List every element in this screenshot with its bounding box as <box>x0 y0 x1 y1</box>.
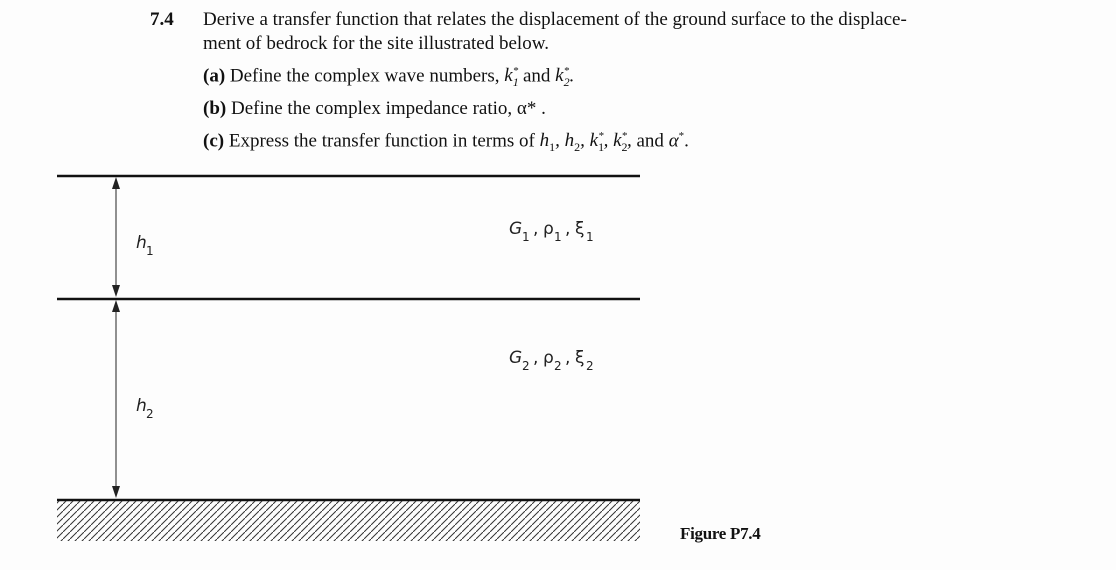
figure-caption: Figure P7.4 <box>680 524 761 543</box>
svg-text:G: G <box>509 348 523 368</box>
part-a-end: . <box>569 65 574 87</box>
part-a-label: (a) <box>203 65 226 87</box>
svg-text:ρ: ρ <box>543 219 554 239</box>
h2-label <box>136 396 154 421</box>
svg-text:G: G <box>509 219 523 239</box>
svg-text:2: 2 <box>554 359 562 373</box>
svg-text:2: 2 <box>522 359 530 373</box>
k1-star: $k_1^*$ <box>504 65 519 90</box>
svg-text:1: 1 <box>522 230 530 244</box>
part-a: (a) Define the complex wave numbers, $k_1^*$ and $k_2^*$. <box>203 65 574 90</box>
svg-text:,: , <box>533 348 539 368</box>
svg-text:ξ: ξ <box>575 348 585 368</box>
svg-text:1: 1 <box>554 230 562 244</box>
svg-text:,: , <box>565 348 571 368</box>
h1-label <box>136 233 154 258</box>
svg-text:1: 1 <box>146 244 154 258</box>
h2-dimension-arrow <box>112 300 120 498</box>
svg-text:ρ: ρ <box>543 348 554 368</box>
part-c-vars: $h_1$, $h_2$, $k_1^*$, $k_2^*$, <box>539 130 632 155</box>
svg-text:ξ: ξ <box>575 219 585 239</box>
svg-text:2: 2 <box>146 407 154 421</box>
part-c-text: Express the transfer function in terms of <box>228 130 535 152</box>
layer1-properties <box>509 219 594 244</box>
svg-text:1: 1 <box>586 230 594 244</box>
layer2-properties <box>509 348 594 373</box>
svg-text:2: 2 <box>586 359 594 373</box>
part-c-label: (c) <box>203 130 225 152</box>
problem-number: 7.4 <box>150 9 174 30</box>
svg-text:,: , <box>533 219 539 239</box>
statement-line-1: Derive a transfer function that relates the displacement of the ground surface to the displace- <box>203 9 907 30</box>
part-b-label: (b) <box>203 98 227 120</box>
part-c: (c) Express the transfer function in terms of $h_1$, $h_2$, $k_1^*$, $k_2^*$, and α*. <box>203 130 689 155</box>
bedrock-hatching <box>57 501 640 541</box>
svg-text:,: , <box>565 219 571 239</box>
svg-text:h: h <box>136 396 147 416</box>
part-a-text: Define the complex wave numbers, <box>229 65 500 87</box>
svg-text:h: h <box>136 233 147 253</box>
part-b-text: Define the complex impedance ratio, α* . <box>230 98 546 120</box>
k2-star: $k_2^*$ <box>555 65 570 90</box>
h1-dimension-arrow <box>112 177 120 297</box>
statement-line-2: ment of bedrock for the site illustrated below. <box>203 33 549 54</box>
